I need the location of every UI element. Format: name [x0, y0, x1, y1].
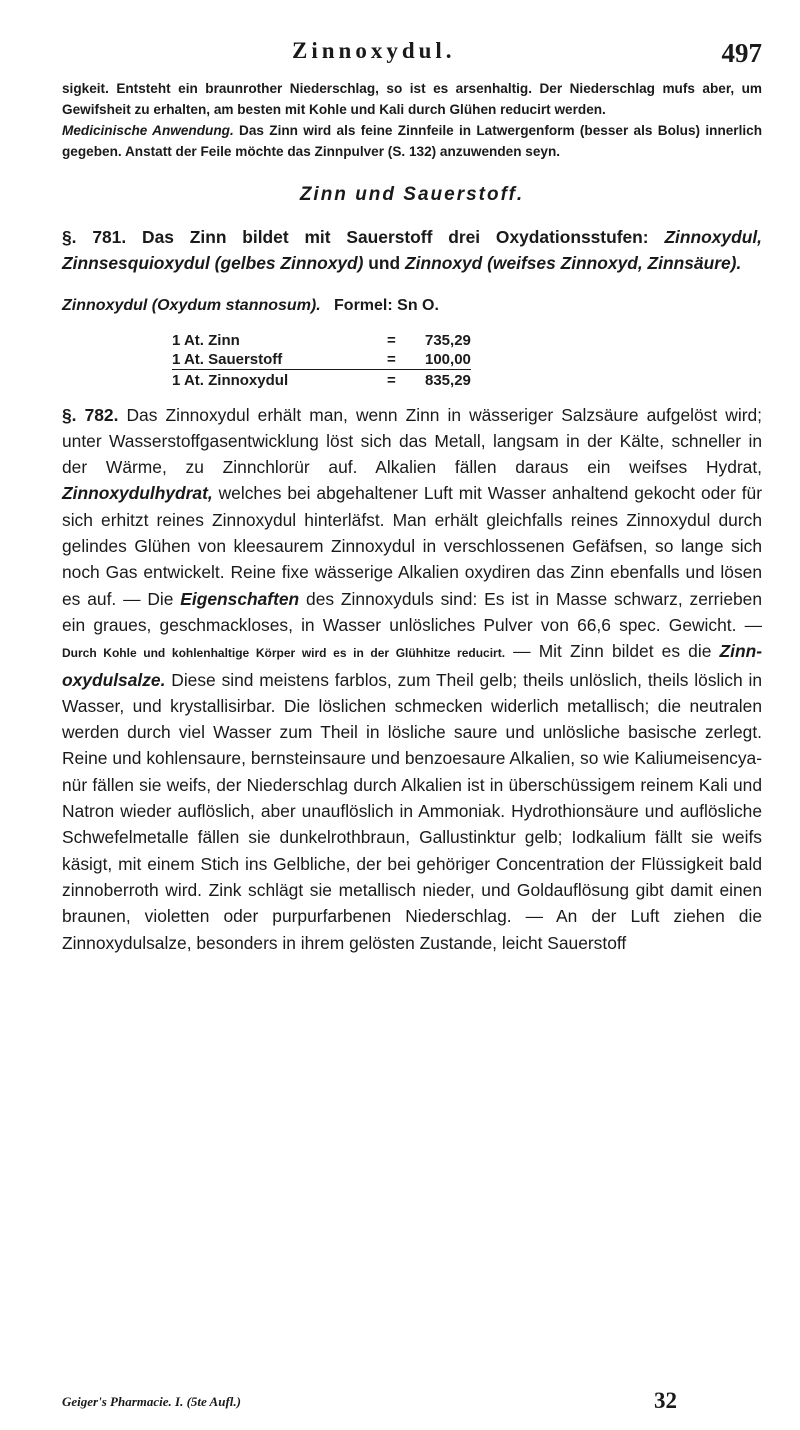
footer-note: Geiger's Pharmacie. I. (5te Aufl.) — [62, 1394, 241, 1409]
intro-paragraph — [62, 78, 762, 120]
compound-name: Zinnoxydul — [62, 296, 148, 314]
composition-value: 100,00 — [425, 350, 471, 368]
p782-term-2: Eigenschaften — [180, 588, 300, 609]
p782-term-1: Zinnoxydulhydrat, — [62, 483, 213, 504]
p781-text-b: und — [363, 253, 406, 274]
composition-table — [172, 331, 471, 390]
intro-block — [62, 78, 762, 162]
composition-total-label: 1 At. Zinnoxydul — [172, 369, 387, 390]
medical-use-paragraph — [62, 120, 762, 162]
p782-text-4: — Mit Zinn bildet es die — [505, 641, 720, 662]
composition-equals: = — [387, 331, 396, 349]
p782-text-3: des Zinnoxyduls sind: Es ist in Masse schwarz, zerrieben ein graues, geschmackloses, in Wasser unlösliches Pulver von 66,6 spec. Gewicht. — — [62, 588, 763, 635]
p782-text-1: Das Zinnoxydul erhält man, wenn Zinn in wässeriger Salzsäure aufgelöst wird; unter Wasserstoffgasentwicklung löst sich das Metall, langsam in der Kälte, schneller in der Wärme, zu Zinnchlorür auf. Alkalien fällen daraus ein weifses Hydrat, — [62, 404, 762, 478]
medical-use-heading: Medicinische Anwendung. — [62, 123, 234, 138]
medical-use-text: Das Zinn wird als feine Zinnfeile in Latwergenform (besser als Bolus) innerlich gegeben. Anstatt der Feile möchte das Zinnpulver (S. 132) anzuwenden seyn. — [62, 123, 763, 159]
composition-total-value: 835,29 — [425, 369, 471, 390]
running-title: Zinnoxydul. — [292, 38, 456, 63]
formula-label: Formel: Sn O. — [334, 296, 439, 314]
section-title: Zinn und Sauerstoff. — [299, 184, 525, 205]
table-total-row — [172, 369, 471, 390]
p782-term-3: Zinnoxydulsalze. — [62, 641, 763, 690]
signature-mark: 32 — [654, 1388, 677, 1413]
paragraph-marker-782: §. 782. — [62, 404, 119, 425]
table-row — [172, 331, 471, 350]
composition-label: 1 At. Zinn — [172, 331, 240, 349]
p782-small-note: Durch Kohle und kohlenhaltige Körper wird es in der Glühhitze reducirt. — [62, 646, 506, 661]
p781-term-2: Zinnoxyd (weifses Zinnoxyd, Zinnsäure). — [405, 253, 742, 274]
composition-total-equals: = — [387, 369, 425, 390]
composition-value: 735,29 — [425, 331, 471, 349]
p781-text-a: Das Zinn bildet mit Sauerstoff drei Oxydationsstufen: — [126, 227, 665, 247]
intro-text: sigkeit. Entsteht ein braunrother Niederschlag, so ist es arsenhaltig. Der Niederschlag mufs aber, um Gewifsheit zu erhalten, am besten mit Kohle und Kali durch Glühen reducirt werden. — [62, 81, 762, 117]
paragraph-782 — [62, 402, 762, 956]
compound-latin: (Oxydum stannosum). — [151, 296, 321, 314]
composition-label: 1 At. Sauerstoff — [172, 350, 283, 368]
page-footer — [62, 1388, 762, 1418]
page-number: 497 — [721, 38, 762, 68]
book-page — [62, 0, 762, 1430]
p782-text-2: welches bei abgehaltener Luft mit Wasser anhaltend gekocht oder für sich erhitzt reines Zinnoxydul hinterläfst. Man erhält gleichfalls reines Zinnoxydul durch gelindes Glühen von kleesaurem Zinnoxydul in verschlossenen Gefäfsen, so lange sich noch Gas entwickelt. Reine fixe wässerige Alkalien oxydiren das Zinn ebenfalls und lösen es auf. — Die — [62, 483, 762, 609]
table-row — [172, 350, 471, 370]
formula-line — [62, 297, 762, 315]
p782-text-5: Diese sind meistens farblos, zum Theil gelb; theils unlöslich, theils löslich in Wasser, und krystallisirbar. Die löslichen schmecken widerlich metallisch; die neutralen werden durch viel Wasser zum Theil in lösliche saure und unlösliche basische zerlegt. Reine und kohlensaure, bernsteinsaure und benzoesaure Alkalien, so wie Kaliumeisencyanür fällen sie weifs, der Niederschlag durch Alkalien ist in überschüssigem reinem Kali und Natron wieder auflöslich, aber unauflöslich in Ammoniak. Hydrothionsäure und auflösliche Schwefelmetalle fällen sie dunkelrothbraun, Gallustinktur gelb; Iodkalium fällt sie weifs käsigt, mit einem Stich ins Gelbliche, der bei gehöriger Concentration der Flüssigkeit bald zinnoberroth wird. Zink schlägt sie metallisch nieder, und Goldauflösung gibt damit einen braunen, violetten oder purpurfarbenen Niederschlag. — An der Luft ziehen die Zinnoxydulsalze, besonders in ihrem gelösten Zustande, leicht Sauerstoff — [62, 669, 762, 953]
page-header — [62, 0, 762, 78]
paragraph-marker-781: §. 781. — [62, 227, 127, 247]
paragraph-781 — [62, 224, 762, 277]
composition-equals: = — [387, 350, 396, 368]
p781-term-1: Zinnoxydul, Zinnsesquioxydul (gelbes Zinnoxyd) — [62, 227, 763, 274]
